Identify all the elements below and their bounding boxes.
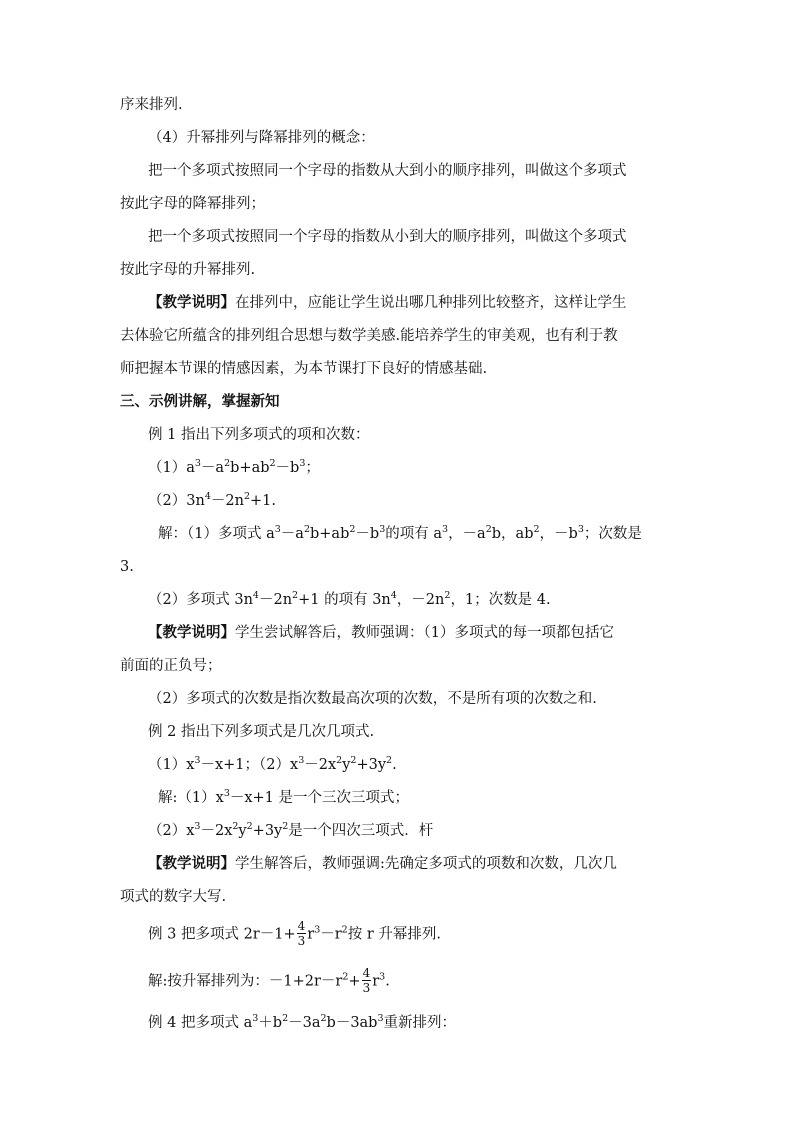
example-4: 例 4 把多项式 $a^3+b^2-3a^2b-3ab^3$重新排列： <box>148 1013 457 1031</box>
solution-2: 解$:(1)x^3-x+1$ 是一个三次三项式； <box>158 788 410 806</box>
subheading-4: （4）升幂排列与降幂排列的概念： <box>148 130 375 146</box>
fraction-4-3: $\frac{4}{3}$ <box>297 919 306 948</box>
teaching-note-2-point-2: （2）多项式的次数是指次数最高次项的次数，不是所有项的次数之和. <box>148 691 597 707</box>
example-2: 例 2 指出下列多项式是几次几项式. <box>148 724 375 740</box>
teaching-note-3-cont: 项式的数字大写. <box>120 889 227 905</box>
teaching-note-1-cont: 去体验它所蕴含的排列组合思想与数学美感.能培养学生的审美观，也有利于教 <box>120 328 618 344</box>
example-3: 例 3 把多项式 2r－1+ $\frac{4}{3}$ $r^3-r^2$按 r 升幂排列. <box>148 919 441 948</box>
paragraph-descending-cont: 按此字母的降幂排列； <box>120 196 265 212</box>
note-tag: 【教学说明】 <box>148 624 235 641</box>
teaching-note-2: 【教学说明】学生尝试解答后，教师强调：（1）多项式的每一项都包括它 <box>148 624 614 641</box>
text-line: 序来排列. <box>120 97 183 113</box>
solution-1-cont: 3. <box>120 559 134 575</box>
example-2-parts: $(1)x^3-x+1$；$(2)x^3-2x^2y^2+3y^2$. <box>148 755 397 773</box>
example-1-part-2: $(2)3n^4-2n^2+1$. <box>148 491 276 509</box>
paragraph-ascending-cont: 按此字母的升幂排列. <box>120 262 256 278</box>
paragraph-ascending: 把一个多项式按照同一个字母的指数从小到大的顺序排列，叫做这个多项式 <box>148 229 627 245</box>
note-tag: 【教学说明】 <box>148 855 235 872</box>
solution-2-part-2: $(2)x^3-2x^2y^2+3y^2$是一个四次三项式．杆 <box>148 821 434 839</box>
solution-1-part-2: （2）多项式 $3n^4-2n^2+1$ 的项有 $3n^4$，$-2n^2$，1；次数是 4. <box>148 590 551 608</box>
example-1: 例 1 指出下列多项式的项和次数： <box>148 427 370 443</box>
teaching-note-2-cont: 前面的正负号； <box>120 658 222 674</box>
teaching-note-1: 【教学说明】在排列中，应能让学生说出哪几种排列比较整齐，这样让学生 <box>148 294 627 311</box>
solution-3: 解:按升幂排列为：$-1+2r-r^2+$ $\frac{4}{3}$ $r^3$. <box>148 966 390 995</box>
teaching-note-3: 【教学说明】学生解答后，教师强调:先确定多项式的项数和次数，几次几 <box>148 855 617 872</box>
example-1-part-1: $(1)a^3-a^2b+ab^2-b^3$； <box>148 458 320 476</box>
section-heading-3: 三、示例讲解，掌握新知 <box>120 393 280 410</box>
teaching-note-1-end: 师把握本节课的情感因素，为本节课打下良好的情感基础. <box>120 361 488 377</box>
note-tag: 【教学说明】 <box>148 294 235 311</box>
fraction-4-3: $\frac{4}{3}$ <box>362 966 371 995</box>
solution-1: 解：（1）多项式 $a^3-a^2b+ab^2-b^3$的项有 $a^3$，$-a^2b$，$ab^2$，$-b^3$；次数是 <box>158 524 642 542</box>
paragraph-descending: 把一个多项式按照同一个字母的指数从大到小的顺序排列，叫做这个多项式 <box>148 163 627 179</box>
